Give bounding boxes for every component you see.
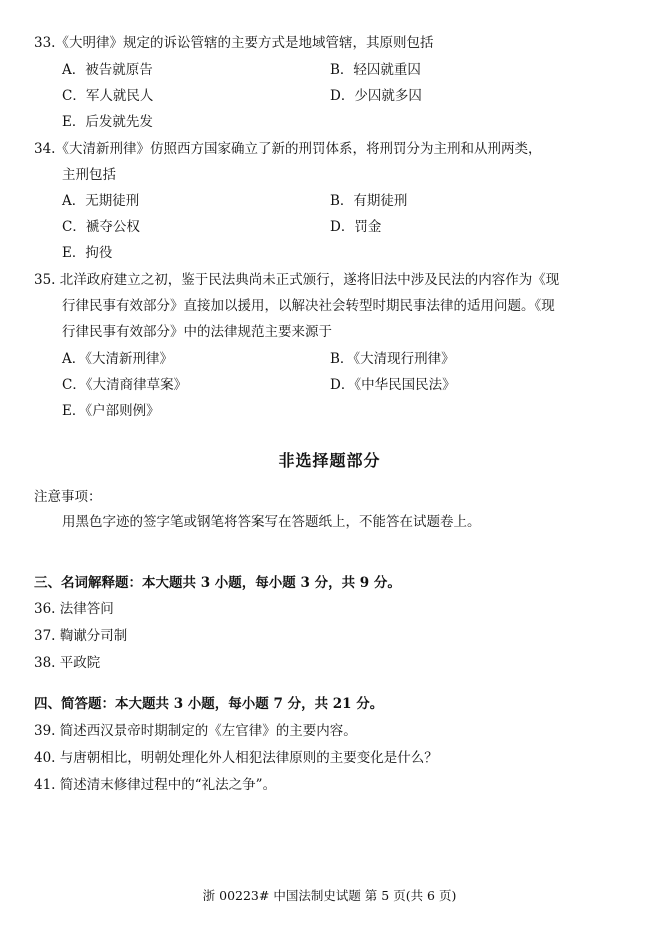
q33-option-d: D．少囚就多囚 bbox=[330, 88, 422, 104]
q35-stem-line3: 行律民事有效部分》中的法律规范主要来源于 bbox=[62, 324, 332, 340]
q33-stem: 33.《大明律》规定的诉讼管辖的主要方式是地域管辖，其原则包括 bbox=[34, 35, 434, 51]
notice-label: 注意事项： bbox=[34, 489, 102, 505]
q33-option-e: E．后发就先发 bbox=[62, 114, 153, 130]
part3-item-37: 37. 鞫谳分司制 bbox=[34, 628, 128, 644]
q34-option-e: E．拘役 bbox=[62, 245, 113, 261]
q34-option-a: A．无期徒刑 bbox=[62, 193, 140, 209]
part4-item-40: 40. 与唐朝相比，明朝处理化外人相犯法律原则的主要变化是什么？ bbox=[34, 750, 438, 766]
part3-item-36: 36. 法律答问 bbox=[34, 601, 114, 617]
q33-option-b: B．轻囚就重囚 bbox=[330, 62, 421, 78]
part4-heading: 四、简答题：本大题共 3 小题，每小题 7 分，共 21 分。 bbox=[34, 696, 384, 712]
q34-stem-line2: 主刑包括 bbox=[62, 167, 116, 183]
part4-item-39: 39. 简述西汉景帝时期制定的《左官律》的主要内容。 bbox=[34, 723, 357, 739]
q35-stem-line2: 行律民事有效部分》直接加以援用，以解决社会转型时期民事法律的适用问题。《现 bbox=[62, 298, 555, 314]
q34-option-b: B．有期徒刑 bbox=[330, 193, 408, 209]
part3-heading: 三、名词解释题：本大题共 3 小题，每小题 3 分，共 9 分。 bbox=[34, 575, 401, 591]
section-title: 非选择题部分 bbox=[278, 451, 381, 470]
q33-option-c: C．军人就民人 bbox=[62, 88, 154, 104]
q35-option-a: A．《大清新刑律》 bbox=[62, 351, 173, 367]
part4-item-41: 41. 简述清末修律过程中的“礼法之争”。 bbox=[34, 777, 277, 793]
q35-option-d: D．《中华民国民法》 bbox=[330, 377, 456, 393]
page-footer: 浙 00223# 中国法制史试题 第 5 页(共 6 页) bbox=[202, 888, 457, 903]
q34-option-c: C．褫夺公权 bbox=[62, 219, 140, 235]
part3-item-38: 38. 平政院 bbox=[34, 655, 101, 671]
q35-stem-line1: 35. 北洋政府建立之初，鉴于民法典尚未正式颁行，遂将旧法中涉及民法的内容作为《现 bbox=[34, 272, 560, 288]
q35-option-c: C．《大清商律草案》 bbox=[62, 377, 188, 393]
q35-option-b: B．《大清现行刑律》 bbox=[330, 351, 455, 367]
q34-option-d: D．罚金 bbox=[330, 219, 382, 235]
q33-option-a: A．被告就原告 bbox=[62, 62, 153, 78]
q34-stem-line1: 34.《大清新刑律》仿照西方国家确立了新的刑罚体系，将刑罚分为主刑和从刑两类， bbox=[34, 141, 542, 157]
notice-text: 用黑色字迹的签字笔或钢笔将答案写在答题纸上，不能答在试题卷上。 bbox=[62, 514, 481, 530]
q35-option-e: E．《户部则例》 bbox=[62, 403, 160, 419]
